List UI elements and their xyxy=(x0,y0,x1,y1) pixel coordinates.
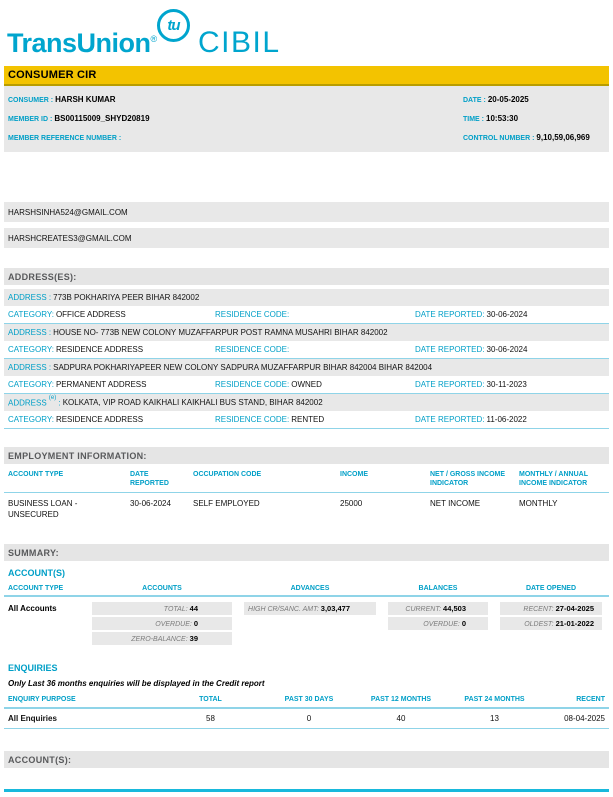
summary-table-header xyxy=(4,585,609,597)
summary-balance-overdue-cell xyxy=(388,617,488,630)
address-item xyxy=(4,289,609,324)
summary-high-credit-cell xyxy=(244,602,376,615)
time-value: 10:53:30 xyxy=(486,114,519,123)
consumer-name-row xyxy=(8,92,150,107)
date-reported-cell xyxy=(415,380,609,389)
address-category-line xyxy=(4,306,609,323)
current-label: CURRENT: xyxy=(405,606,442,613)
summary-table-body xyxy=(4,602,609,647)
col-header-enquiry-purpose: ENQUIRY PURPOSE xyxy=(8,696,76,703)
col-header-date-opened: DATE OPENED xyxy=(525,585,577,592)
tu-circle-icon xyxy=(157,9,190,42)
category-label: CATEGORY: xyxy=(8,310,54,319)
date-label: DATE : xyxy=(463,97,486,104)
transunion-wordmark xyxy=(7,28,157,59)
overdue-value: 0 xyxy=(193,619,198,628)
summary-accounts-subtitle: ACCOUNT(S) xyxy=(8,568,65,578)
enquiry-recent-value: 08-04-2025 xyxy=(564,714,605,723)
category-cell xyxy=(8,415,215,424)
enquiry-past-24-value: 13 xyxy=(490,714,499,723)
overdue-label: OVERDUE: xyxy=(155,621,192,628)
col-header-net-gross: NET / GROSS INCOME INDICATOR xyxy=(430,471,506,487)
date-reported-cell xyxy=(415,345,609,354)
address-e-prefix: ADDRESS xyxy=(8,398,49,408)
member-ref-row xyxy=(8,130,150,145)
current-value: 44,503 xyxy=(443,604,466,613)
category-label: CATEGORY: xyxy=(8,380,54,389)
residence-code-label: RESIDENCE CODE: xyxy=(215,415,290,424)
date-reported-label: DATE REPORTED: xyxy=(415,415,485,424)
address-line xyxy=(4,359,609,376)
member-id-value: BS00115009_SHYD20819 xyxy=(54,114,150,123)
col-header-advances: ADVANCES xyxy=(290,585,330,592)
residence-code-value: RENTED xyxy=(291,415,325,424)
summary-zero-balance-cell xyxy=(92,632,232,645)
employment-income: 25000 xyxy=(340,499,363,508)
tu-circle-text: tu xyxy=(167,17,180,34)
residence-code-value: OWNED xyxy=(291,380,322,389)
col-header-account-type: ACCOUNT TYPE xyxy=(8,585,64,592)
col-header-past-30-days: PAST 30 DAYS xyxy=(284,696,334,703)
summary-section-title: SUMMARY: xyxy=(8,547,59,558)
residence-code-cell xyxy=(215,310,415,319)
category-value: RESIDENCE ADDRESS xyxy=(55,415,144,424)
brand-header xyxy=(4,8,609,66)
address-value: 773B POKHARIYA PEER BIHAR 842002 xyxy=(53,293,200,302)
col-header-balances: BALANCES xyxy=(418,585,458,592)
date-row xyxy=(463,92,605,107)
summary-total-cell xyxy=(92,602,232,615)
category-cell xyxy=(8,310,215,319)
email-value: HARSHSINHA524@GMAIL.COM xyxy=(8,207,128,217)
date-reported-value: 11-06-2022 xyxy=(486,415,527,424)
col-header-past-12-months: PAST 12 MONTHS xyxy=(370,696,432,703)
enquiry-total-value: 58 xyxy=(206,714,215,723)
total-label: TOTAL: xyxy=(163,606,188,613)
high-credit-value: 3,03,477 xyxy=(320,604,350,613)
col-header-accounts: ACCOUNTS xyxy=(142,585,182,592)
date-reported-value: 30-06-2024 xyxy=(486,310,528,319)
page-bottom-rule xyxy=(4,789,609,792)
transunion-text: TransUnion xyxy=(7,28,151,58)
accounts-section-header xyxy=(4,751,609,768)
date-reported-label: DATE REPORTED: xyxy=(415,345,485,354)
residence-code-label: RESIDENCE CODE: xyxy=(215,345,290,354)
address-item xyxy=(4,359,609,394)
address-e-superscript: (e) xyxy=(48,394,57,401)
control-number-value: 9,10,59,06,969 xyxy=(536,133,590,142)
registered-mark: ® xyxy=(150,34,157,44)
date-reported-cell xyxy=(415,415,609,424)
address-e-colon: : xyxy=(56,398,61,408)
category-value: OFFICE ADDRESS xyxy=(55,310,126,319)
employment-account-type: BUSINESS LOAN - UNSECURED xyxy=(8,499,78,519)
address-category-line xyxy=(4,376,609,393)
address-e-label xyxy=(8,394,61,408)
consumer-info-right xyxy=(463,92,605,145)
email-list xyxy=(4,202,609,248)
residence-code-label: RESIDENCE CODE: xyxy=(215,310,290,319)
address-label: ADDRESS : xyxy=(8,363,52,372)
enquiry-past-12-value: 40 xyxy=(396,714,406,723)
accounts-section-title: ACCOUNT(S): xyxy=(8,754,72,765)
address-category-line xyxy=(4,411,609,428)
summary-section-header xyxy=(4,544,609,561)
employment-table-row xyxy=(4,498,609,520)
col-header-past-24-months: PAST 24 MONTHS xyxy=(464,696,525,703)
consumer-label: CONSUMER : xyxy=(8,97,54,104)
date-reported-cell xyxy=(415,310,609,319)
member-id-label: MEMBER ID : xyxy=(8,116,53,123)
address-label: ADDRESS : xyxy=(8,328,52,337)
zero-balance-label: ZERO-BALANCE: xyxy=(131,636,188,643)
category-label: CATEGORY: xyxy=(8,345,54,354)
col-header-total: TOTAL xyxy=(199,696,222,703)
cibil-wordmark: CIBIL xyxy=(198,26,281,59)
enquiries-table-header xyxy=(4,696,609,709)
oldest-value: 21-01-2022 xyxy=(555,619,594,628)
consumer-info-panel xyxy=(4,86,609,152)
address-line xyxy=(4,394,609,411)
col-header-account-type: ACCOUNT TYPE xyxy=(8,471,64,478)
member-id-row xyxy=(8,111,150,126)
consumer-value: HARSH KUMAR xyxy=(55,95,116,104)
date-reported-label: DATE REPORTED: xyxy=(415,380,485,389)
summary-oldest-cell xyxy=(500,617,602,630)
category-value: RESIDENCE ADDRESS xyxy=(55,345,144,354)
address-value: SADPURA POKHARIYAPEER NEW COLONY SADPURA MUZAFFARPUR BIHAR 842004 BIHAR 842004 xyxy=(53,363,433,372)
col-header-recent: RECENT xyxy=(576,696,605,703)
category-value: PERMANENT ADDRESS xyxy=(55,380,147,389)
address-value: HOUSE NO- 773B NEW COLONY MUZAFFARPUR POST RAMNA MUSAHRI BIHAR 842002 xyxy=(53,328,388,337)
employment-date-reported: 30-06-2024 xyxy=(130,499,171,508)
enquiries-section-title: ENQUIRIES xyxy=(8,663,58,673)
high-credit-label: HIGH CR/SANC. AMT: xyxy=(248,606,319,613)
summary-overdue-cell xyxy=(92,617,232,630)
col-header-monthly-annual: MONTHLY / ANNUAL INCOME INDICATOR xyxy=(519,471,588,487)
summary-balances-col xyxy=(388,602,488,647)
recent-value: 27-04-2025 xyxy=(555,604,594,613)
enquiry-past-30-value: 0 xyxy=(306,714,312,723)
address-label: ADDRESS : xyxy=(8,293,52,302)
member-ref-label: MEMBER REFERENCE NUMBER : xyxy=(8,135,122,142)
employment-net-gross: NET INCOME xyxy=(430,499,481,508)
address-item xyxy=(4,324,609,359)
employment-section-title: EMPLOYMENT INFORMATION: xyxy=(8,450,147,461)
summary-advances-col xyxy=(244,602,376,647)
category-cell xyxy=(8,380,215,389)
address-item xyxy=(4,394,609,429)
time-row xyxy=(463,111,605,126)
addresses-section-header xyxy=(4,268,609,285)
employment-table-header xyxy=(4,470,609,493)
summary-recent-cell xyxy=(500,602,602,615)
email-row xyxy=(4,228,609,248)
date-reported-value: 30-11-2023 xyxy=(486,380,527,389)
address-list xyxy=(4,289,609,429)
balance-overdue-value: 0 xyxy=(461,619,466,628)
enquiries-note: Only Last 36 months enquiries will be displayed in the Credit report xyxy=(8,679,265,688)
residence-code-cell xyxy=(215,345,415,354)
category-label: CATEGORY: xyxy=(8,415,54,424)
address-line xyxy=(4,289,609,306)
date-reported-label: DATE REPORTED: xyxy=(415,310,485,319)
residence-code-cell xyxy=(215,380,415,389)
date-value: 20-05-2025 xyxy=(487,95,529,104)
banner-title: CONSUMER CIR xyxy=(8,69,97,81)
control-number-row xyxy=(463,130,605,145)
summary-row-label: All Accounts xyxy=(8,604,57,613)
balance-overdue-label: OVERDUE: xyxy=(423,621,460,628)
email-row xyxy=(4,202,609,222)
employment-occupation-code: SELF EMPLOYED xyxy=(193,499,260,508)
zero-balance-value: 39 xyxy=(189,634,198,643)
employment-monthly-annual: MONTHLY xyxy=(519,499,558,508)
residence-code-label: RESIDENCE CODE: xyxy=(215,380,290,389)
enquiries-table-row xyxy=(4,709,609,729)
consumer-info-left xyxy=(8,92,150,145)
address-line xyxy=(4,324,609,341)
summary-date-opened-col xyxy=(500,602,602,647)
enquiry-purpose-value: All Enquiries xyxy=(8,714,57,723)
employment-section-header xyxy=(4,447,609,464)
category-cell xyxy=(8,345,215,354)
residence-code-cell xyxy=(215,415,415,424)
address-value: KOLKATA, VIP ROAD KAIKHALI KAIKHALI BUS STAND, BIHAR 842002 xyxy=(62,398,323,407)
col-header-income: INCOME xyxy=(340,471,368,478)
total-value: 44 xyxy=(189,604,198,613)
email-value: HARSHCREATES3@GMAIL.COM xyxy=(8,233,132,243)
date-reported-value: 30-06-2024 xyxy=(486,345,528,354)
time-label: TIME : xyxy=(463,116,484,123)
summary-current-cell xyxy=(388,602,488,615)
summary-row-label-col xyxy=(8,602,92,647)
recent-label: RECENT: xyxy=(523,606,554,613)
col-header-date-reported: DATE REPORTED xyxy=(130,471,169,487)
oldest-label: OLDEST: xyxy=(524,621,554,628)
consumer-cir-banner xyxy=(4,66,609,86)
address-category-line xyxy=(4,341,609,358)
addresses-section-title: ADDRESS(ES): xyxy=(8,271,77,282)
summary-accounts-col xyxy=(92,602,232,647)
col-header-occupation-code: OCCUPATION CODE xyxy=(193,471,262,478)
control-number-label: CONTROL NUMBER : xyxy=(463,135,535,142)
